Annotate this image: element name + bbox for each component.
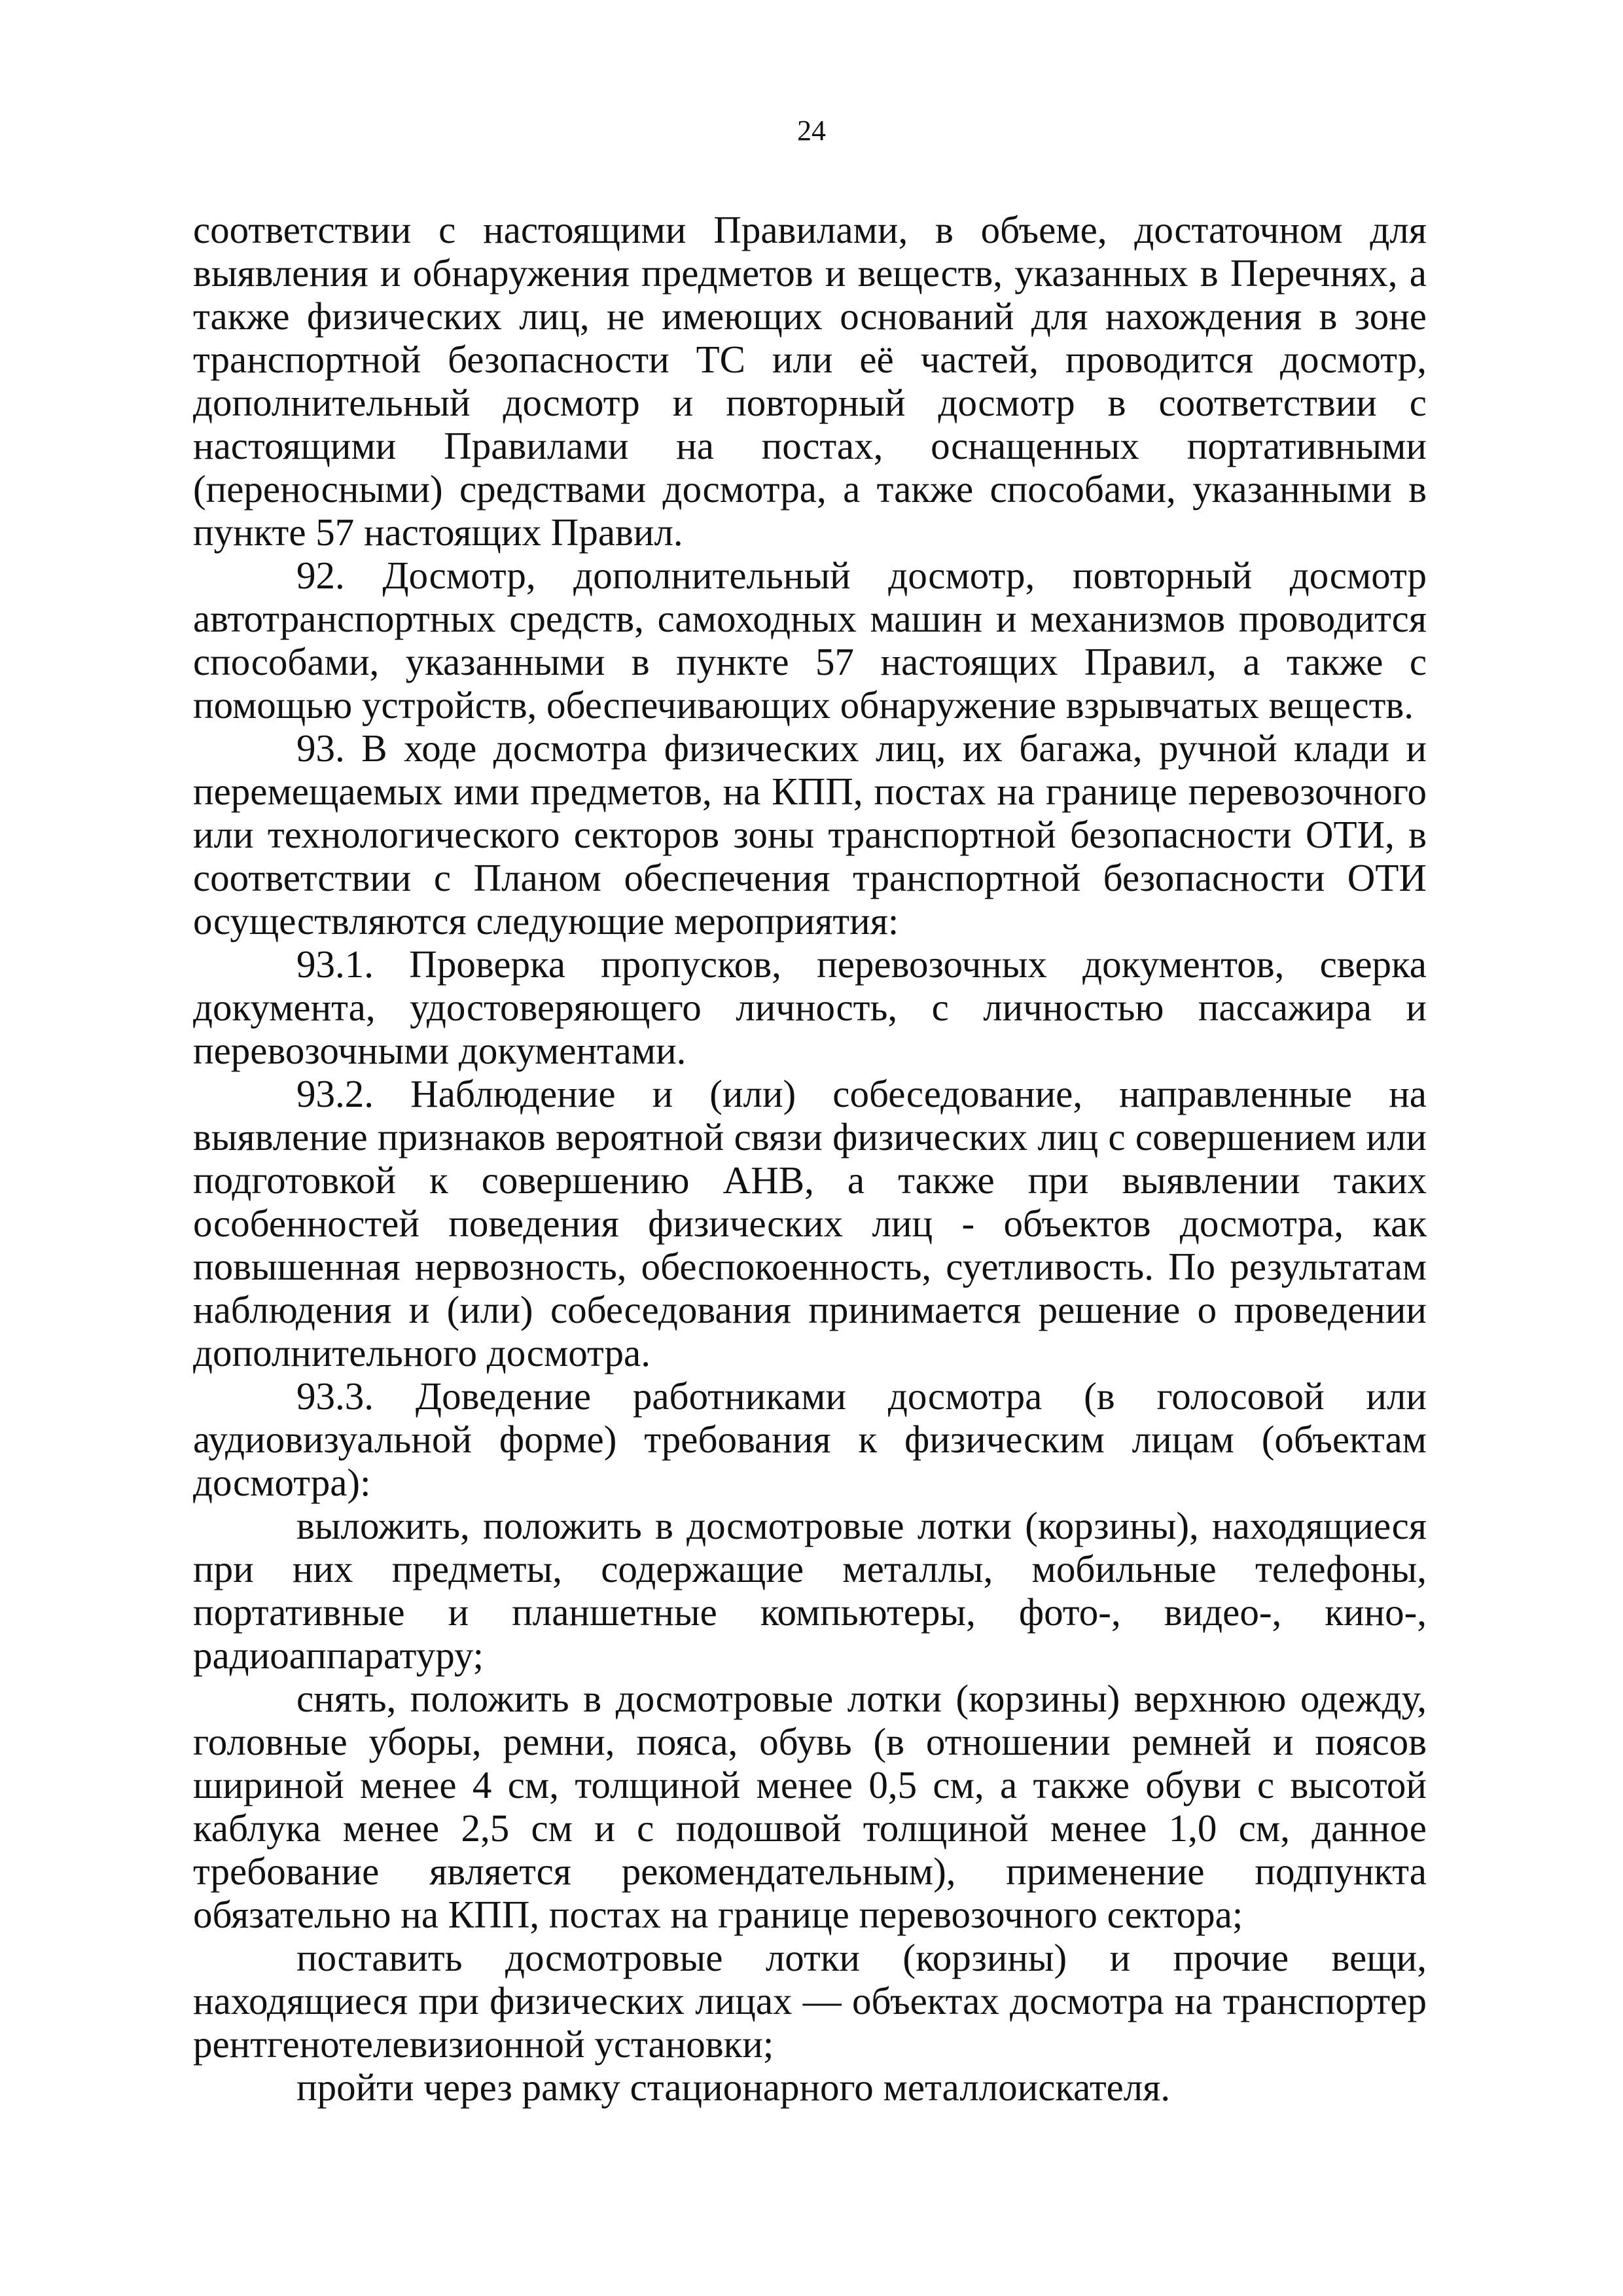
document-body (193, 208, 1427, 2109)
paragraph-93-2: 93.2. Наблюдение и (или) собеседование, направленные на выявление признаков вероятной связи физических лиц с совершением или подготовкой к совершению АНВ, а также при выявлении таких особенностей поведения физических лиц - объектов досмотра, как повышенная нервозность, обеспокоенность, суетливость. По результатам наблюдения и (или) собеседования принимается решение о проведении дополнительного досмотра. (193, 1072, 1427, 1374)
paragraph-93: 93. В ходе досмотра физических лиц, их багажа, ручной клади и перемещаемых ими предметов, на КПП, постах на границе перевозочного или технологического секторов зоны транспортной безопасности ОТИ, в соответствии с Планом обеспечения транспортной безопасности ОТИ осуществляются следующие мероприятия: (193, 726, 1427, 942)
requirement-item-1: выложить, положить в досмотровые лотки (корзины), находящиеся при них предметы, содержащие металлы, мобильные телефоны, портативные и планшетные компьютеры, фото-, видео-, кино-, радиоаппаратуру; (193, 1504, 1427, 1677)
requirement-item-2: снять, положить в досмотровые лотки (корзины) верхнюю одежду, головные уборы, ремни, пояса, обувь (в отношении ремней и поясов шириной менее 4 см, толщиной менее 0,5 см, а также обуви с высотой каблука менее 2,5 см и с подошвой толщиной менее 1,0 см, данное требование является рекомендательным), применение подпункта обязательно на КПП, постах на границе перевозочного сектора; (193, 1677, 1427, 1936)
requirement-item-3: поставить досмотровые лотки (корзины) и прочие вещи, находящиеся при физических лицах — объектах досмотра на транспортер рентгенотелевизионной установки; (193, 1936, 1427, 2066)
paragraph-93-3: 93.3. Доведение работниками досмотра (в голосовой или аудиовизуальной форме) требования к физическим лицам (объектам досмотра): (193, 1374, 1427, 1504)
page-number: 24 (797, 115, 826, 147)
paragraph-93-1: 93.1. Проверка пропусков, перевозочных документов, сверка документа, удостоверяющего личность, с личностью пассажира и перевозочными документами. (193, 942, 1427, 1072)
paragraph-92: 92. Досмотр, дополнительный досмотр, повторный досмотр автотранспортных средств, самоходных машин и механизмов проводится способами, указанными в пункте 57 настоящих Правил, а также с помощью устройств, обеспечивающих обнаружение взрывчатых веществ. (193, 554, 1427, 726)
requirement-item-4: пройти через рамку стационарного металлоискателя. (296, 2066, 1171, 2109)
paragraph-continuation: соответствии с настоящими Правилами, в объеме, достаточном для выявления и обнаружения предметов и веществ, указанных в Перечнях, а также физических лиц, не имеющих оснований для нахождения в зоне транспортной безопасности ТС или её частей, проводится досмотр, дополнительный досмотр и повторный досмотр в соответствии с настоящими Правилами на постах, оснащенных портативными (переносными) средствами досмотра, а также способами, указанными в пункте 57 настоящих Правил. (193, 208, 1427, 554)
